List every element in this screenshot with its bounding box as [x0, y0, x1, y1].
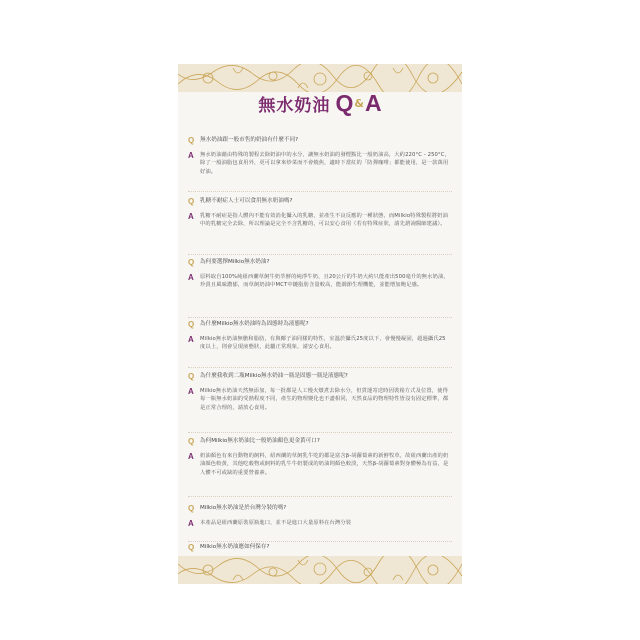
answer-text: 本產品是紐西蘭原裝原瓶進口，並不是進口大量原料在台灣分裝 [200, 520, 352, 526]
answer-marker: A [188, 212, 194, 221]
qa-item [178, 136, 462, 187]
answer-row [178, 387, 462, 412]
question-marker: Q [188, 136, 195, 145]
title-q: Q [335, 90, 354, 116]
title-ampersand: & [354, 97, 364, 110]
question-row [178, 136, 462, 145]
divider [188, 254, 452, 255]
question-text: Milkio無水奶油是於台灣分裝的嗎? [200, 505, 287, 511]
answer-row [178, 452, 462, 477]
answer-text: Milkio無水奶油無膽和脂肪，有與椰子油同樣的特性，室溫於攝氏25度以下，會慢慢凝固，超過攝氏25度以上，則會呈現液態狀，此屬正常現象，請安心食用。 [200, 336, 446, 351]
question-row [178, 320, 462, 329]
divider [188, 541, 452, 542]
answer-text: Milkio無水奶油天然無添加，每一批都是人工慢火燉煮去除水分，但貨運寄送時因裝箱方式及位置，使得每一瓶無水奶油的受熱程度不同，產生的物理變化也不盡相同，天然食品的物理特性皆沒有固定標準，都是正常合理的，請放心食用。 [200, 388, 449, 411]
answer-row [178, 151, 462, 176]
question-text: 為何Milkio無水奶油比一般奶油顏色更金黃可口? [200, 438, 320, 444]
answer-text: 奶油顏色有來自動物的飼料，紐西蘭的草飼乳牛吃的都是富含β-胡蘿蔔素的新鮮牧草，故紐西蘭出產的奶油顏色較黃，其他吃穀物或飼料的乳牛牛奶製成的奶油則顏色較淡，天然β-胡蘿蔔素對身體極為有益，是人體不可或缺的重要營養素。 [200, 453, 449, 476]
answer-marker: A [188, 387, 194, 396]
answer-marker: A [188, 519, 194, 528]
question-marker: Q [188, 504, 195, 513]
answer-text: 乳糖不耐症是指人體內不能有效消化攝入的乳糖，並產生不良反應的一種狀態，而Milkio特殊製程將奶油中的乳糖完全去除，所以理論是完全不含乳糖的，可以安心食用（若有特殊症狀，請先諮詢醫師建議）。 [200, 213, 448, 228]
answer-row [178, 335, 462, 352]
answer-marker: A [188, 335, 194, 344]
bottom-floral-ornament [178, 556, 462, 584]
qa-item [178, 372, 462, 430]
answer-row [178, 212, 462, 229]
question-row [178, 258, 462, 267]
question-marker: Q [188, 543, 195, 552]
qa-item [178, 437, 462, 495]
question-row [178, 197, 462, 206]
question-text: 為何要選擇Milkio無水奶油? [200, 259, 270, 265]
question-row [178, 437, 462, 446]
divider [188, 317, 452, 318]
question-row [178, 543, 462, 552]
question-text: 乳糖不耐症人士可以食用無水奶油嗎? [200, 198, 293, 204]
answer-row [178, 273, 462, 290]
question-marker: Q [188, 437, 195, 446]
answer-row [178, 519, 462, 527]
answer-marker: A [188, 452, 194, 461]
question-text: Milkio無水奶油應如何保存? [200, 544, 270, 550]
answer-marker: A [188, 273, 194, 282]
qa-item [178, 197, 462, 251]
question-text: 為什麼Milkio無水奶油時為固態時為液態呢? [200, 321, 309, 327]
qa-item [178, 258, 462, 312]
qa-item [178, 320, 462, 364]
page-title [178, 90, 462, 130]
question-text: 為什麼我收到二瓶Milkio無水奶油一瓶是固態一瓶是液態呢? [200, 373, 348, 379]
title-a: A [364, 90, 382, 116]
answer-marker: A [188, 151, 194, 160]
divider [188, 191, 452, 192]
divider [188, 496, 452, 497]
qa-item [178, 504, 462, 534]
top-floral-ornament [178, 64, 462, 92]
divider [188, 432, 452, 433]
divider [188, 367, 452, 368]
answer-text: 原料取自100%純紐西蘭草飼牛奶萃鮮的純淨牛奶，且20公斤的牛奶大約只能產出500毫升的無水奶油，珍貴且風味濃郁，而草飼奶油中MCT中鏈脂肪含量較高，能調節生理機能，並能增加飽足感。 [200, 274, 449, 289]
qa-card [178, 64, 462, 584]
question-row [178, 504, 462, 513]
question-row [178, 372, 462, 381]
question-text: 無水奶油跟一般市售的奶油有什麼不同? [200, 137, 299, 143]
question-marker: Q [188, 258, 195, 267]
question-marker: Q [188, 372, 195, 381]
answer-text: 無水奶油藉由特殊的製程去除奶油中的水分，讓無水奶油的發煙點比一般奶油高，大約220°C - 250°C，除了一般油脂包食用外，更可以拿來炒菜而不會燒焦，適時下當紅的「防彈咖啡」都能使用，是一款萬用好油。 [200, 152, 450, 175]
question-marker: Q [188, 320, 195, 329]
question-marker: Q [188, 197, 195, 206]
title-text: 無水奶油 [258, 96, 331, 116]
qa-list [178, 136, 462, 583]
